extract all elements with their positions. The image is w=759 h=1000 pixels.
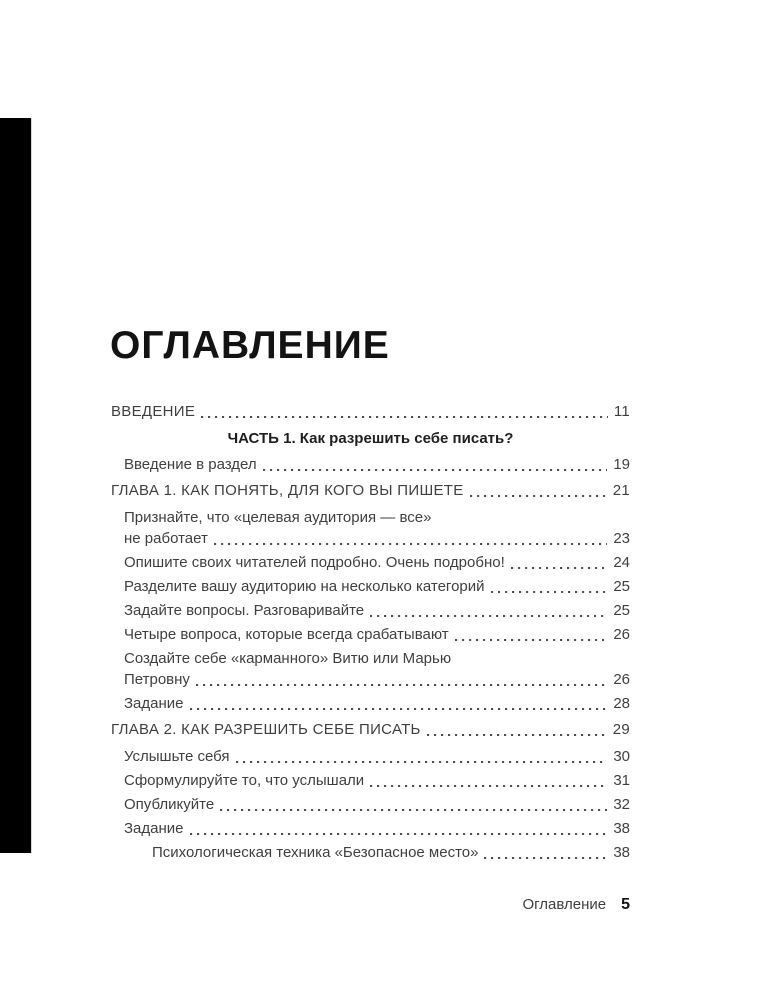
toc-entry	[111, 719, 630, 740]
toc-entry	[111, 770, 630, 791]
toc-part-heading	[111, 428, 630, 449]
toc-entry-label: Признайте, что «целевая аудитория — все»	[124, 509, 432, 526]
toc-entry-label: Психологическая техника «Безопасное место»	[152, 844, 479, 861]
toc-entry-label: ГЛАВА 1. КАК ПОНЯТЬ, ДЛЯ КОГО ВЫ ПИШЕТЕ	[111, 482, 464, 499]
toc-entry-label: Разделите вашу аудиторию на несколько категорий	[124, 578, 485, 595]
toc-entry-page: 38	[613, 844, 630, 861]
toc-entry-page: 25	[613, 602, 630, 619]
toc-entry	[111, 507, 630, 528]
toc-entry-label: Создайте себе «карманного» Витю или Марью	[124, 650, 452, 667]
toc-entry-page: 25	[613, 578, 630, 595]
toc-entry-page: 28	[613, 695, 630, 712]
dot-leader	[511, 567, 608, 569]
dot-leader	[190, 708, 608, 710]
toc-entry-page: 23	[613, 530, 630, 547]
toc-entry-continuation	[111, 669, 630, 690]
toc-entry	[111, 480, 630, 501]
toc-entry-label: Задание	[124, 695, 184, 712]
dot-leader	[196, 684, 607, 686]
toc-entry	[111, 794, 630, 815]
toc-entry	[111, 552, 630, 573]
toc-entry-page: 11	[613, 403, 630, 420]
toc-entry-page: 38	[613, 820, 630, 837]
toc-entry-page: 32	[613, 796, 630, 813]
toc-entry-label: ВВЕДЕНИЕ	[111, 403, 196, 420]
dot-leader	[470, 495, 607, 497]
toc-entry-label: Сформулируйте то, что услышали	[124, 772, 365, 789]
toc-entry-label: Введение в раздел	[124, 456, 257, 473]
page-footer	[111, 896, 630, 914]
toc-entry-page: 26	[613, 626, 630, 643]
footer-section-label: Оглавление	[522, 896, 607, 913]
dot-leader	[370, 785, 607, 787]
toc-entry-page: 31	[613, 772, 630, 789]
dot-leader	[455, 639, 608, 641]
dot-leader	[484, 857, 607, 859]
toc-entry	[111, 746, 630, 767]
toc-entry	[111, 576, 630, 597]
dot-leader	[370, 615, 607, 617]
toc-entry	[111, 648, 630, 669]
toc-part-label: ЧАСТЬ 1. Как разрешить себе писать?	[227, 430, 514, 447]
toc-entry-label: ГЛАВА 2. КАК РАЗРЕШИТЬ СЕБЕ ПИСАТЬ	[111, 721, 421, 738]
toc-entry-label: Опубликуйте	[124, 796, 215, 813]
toc-entry	[111, 401, 630, 422]
toc-entry	[111, 600, 630, 621]
toc-entry-label: не работает	[124, 530, 208, 547]
toc-entry-page: 30	[613, 748, 630, 765]
dot-leader	[214, 543, 607, 545]
toc-entry-continuation	[111, 528, 630, 549]
left-margin-black-bar	[0, 118, 32, 853]
dot-leader	[220, 809, 607, 811]
dot-leader	[201, 416, 608, 418]
toc-entry-page: 19	[613, 456, 630, 473]
dot-leader	[263, 469, 608, 471]
toc-entry	[111, 842, 630, 863]
dot-leader	[190, 833, 608, 835]
toc-entry-label: Услышьте себя	[124, 748, 230, 765]
toc-entry-label: Задание	[124, 820, 184, 837]
toc-entry-label: Четыре вопроса, которые всегда срабатывают	[124, 626, 449, 643]
toc-entry	[111, 693, 630, 714]
toc-entry	[111, 454, 630, 475]
table-of-contents	[111, 396, 630, 866]
toc-entry	[111, 818, 630, 839]
toc-entry-page: 24	[613, 554, 630, 571]
toc-entry-label: Задайте вопросы. Разговаривайте	[124, 602, 365, 619]
toc-entry-page: 21	[612, 482, 630, 499]
toc-entry-page: 26	[613, 671, 630, 688]
footer-page-number: 5	[621, 896, 630, 913]
toc-entry	[111, 624, 630, 645]
dot-leader	[427, 734, 607, 736]
dot-leader	[236, 761, 608, 763]
toc-entry-page: 29	[612, 721, 630, 738]
page-title: ОГЛАВЛЕНИЕ	[110, 324, 390, 368]
dot-leader	[491, 591, 608, 593]
toc-entry-label: Опишите своих читателей подробно. Очень подробно!	[124, 554, 505, 571]
toc-entry-label: Петровну	[124, 671, 190, 688]
